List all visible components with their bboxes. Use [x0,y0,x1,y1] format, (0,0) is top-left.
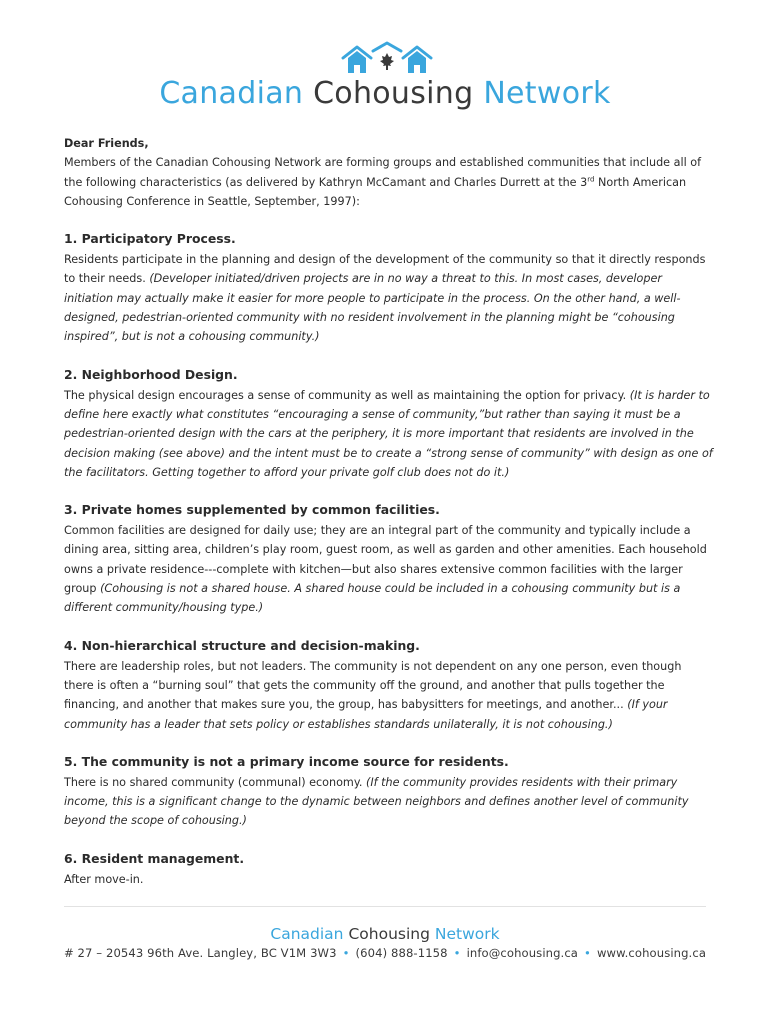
footer-separator: • [453,946,461,960]
greeting: Dear Friends, [64,137,149,150]
footer-email-link[interactable]: info@cohousing.ca [466,946,579,960]
section-6 [64,849,714,889]
section-title: 5. The community is not a primary income source for residents. [64,753,509,769]
section-body [64,250,714,346]
footer-word-canadian: Canadian [270,925,344,943]
footer-contact [0,946,770,960]
brand-logo-title [0,76,770,111]
footer-website-link[interactable]: www.cohousing.ca [596,946,707,960]
section-note: (If your community has a leader that sets policy or establishes standards unilaterally, it is not cohousing.) [64,698,668,731]
section-text: There is no shared community (communal) economy. [64,775,366,789]
section-5 [64,752,714,831]
section-note: (It is harder to define here exactly what constitutes “encouraging a sense of community,”but rather than saying it must be a pedestrian-oriented design with the cars at the periphery, it is more important that residents are involved in the decision making (see above) and the intent must be to create a “strong sense of community” with design as one of the facilitators. Getting together to afford your private golf club does not do it.) [64,388,713,479]
maple-leaf-icon [380,53,394,70]
section-title: 4. Non-hierarchical structure and decision-making. [64,637,420,653]
section-body [64,386,714,482]
section-note: (Cohousing is not a shared house. A shared house could be included in a cohousing community but is a different community/housing type.) [64,582,681,615]
section-title: 6. Resident management. [64,850,245,866]
section-text: The physical design encourages a sense of community as well as maintaining the option for privacy. [64,388,630,402]
intro-text: Members of the Canadian Cohousing Network are forming groups and established communities that include all of the following characteristics (as delivered by Kathryn McCamant and Charles Durrett at the 3 [64,156,702,189]
houses-with-maple-leaf-icon [340,41,434,75]
intro-text-end: North American Cohousing Conference in Seattle, September, 1997): [64,175,687,208]
footer-brand [0,925,770,943]
footer-separator: • [584,946,591,960]
section-text: Common facilities are designed for daily use; they are an integral part of the community and typically include a dining area, sitting area, children’s play room, guest room, as well as garden and other amenities. Each household owns a private residence---complete with kitchen—but also shares extensive common facilities with the larger group [64,524,707,596]
section-text: After move-in. [64,872,144,886]
footer-phone[interactable]: (604) 888-1158 [355,946,448,960]
section-body [64,657,714,734]
footer-word-cohousing: Cohousing [348,925,430,943]
section-text: There are leadership roles, but not leaders. The community is not dependent on any one person, even though there is often a “burning soul” that gets the community off the ground, and another that pulls together the financing, and another that makes sure you, the group, has babysitters for meetings, and another... [64,659,682,712]
footer-separator: • [342,946,350,960]
footer-word-network: Network [434,925,500,943]
section-title: 1. Participatory Process. [64,231,236,247]
section-title: 3. Private homes supplemented by common facilities. [64,502,440,518]
section-text: Residents participate in the planning and design of the development of the community so that it directly responds to their needs. [64,253,706,286]
intro-superscript: rd [587,174,595,183]
section-body [64,521,714,617]
section-note: (Developer initiated/driven projects are in no way a threat to this. In most cases, developer initiation may actually make it easier for more people to participate in the process. On the other hand, a well-designed, pedestrian-oriented community with no resident involvement in the planning might be “cohousing inspired”, but is not a cohousing community.) [64,272,681,344]
section-body [64,870,714,889]
intro-paragraph [64,153,714,211]
section-4 [64,636,714,734]
letter-body [64,134,714,889]
section-title: 2. Neighborhood Design. [64,366,238,382]
footer-address: # 27 – 20543 96th Ave. Langley, BC V1M 3W3 [63,946,337,960]
section-note: (If the community provides residents with their primary income, this is a significant change to the dynamic between neighbors and defines another level of community beyond the scope of cohousing.) [64,775,689,828]
section-3 [64,500,714,617]
logo-word-cohousing: Cohousing [313,76,474,111]
footer-divider [64,906,706,907]
logo-word-network: Network [483,76,611,111]
section-2 [64,365,714,482]
section-body [64,773,714,831]
logo-word-canadian: Canadian [159,76,304,111]
section-1 [64,229,714,346]
